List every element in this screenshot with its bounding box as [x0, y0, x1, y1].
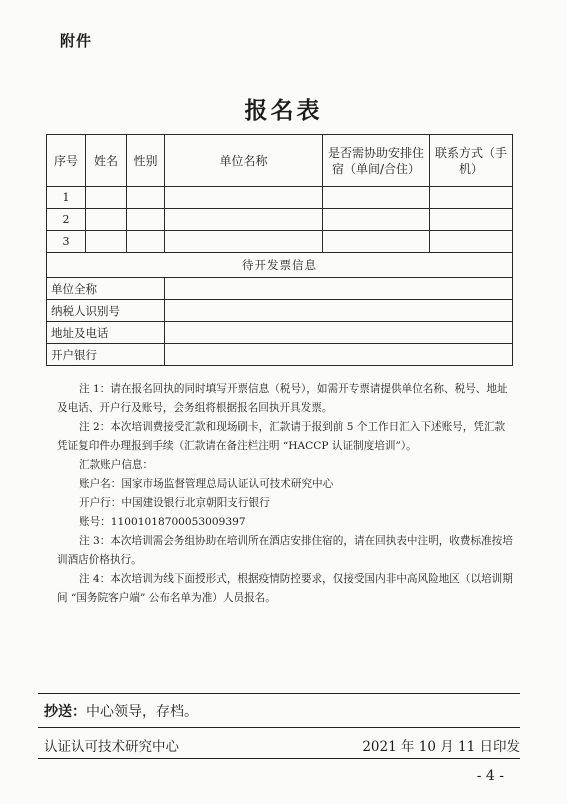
table-header-row	[47, 135, 513, 187]
account-name: 账户名：国家市场监督管理总局认证认可技术研究中心	[79, 478, 334, 490]
row-index: 2	[47, 209, 86, 231]
lodging-cell[interactable]	[323, 231, 430, 253]
table-row	[47, 187, 513, 209]
name-cell[interactable]	[86, 209, 127, 231]
table-row	[47, 231, 513, 253]
header-contact: 联系方式（手机）	[430, 135, 513, 187]
note-1: 注 1：请在报名回执的同时填写开票信息（税号），如需开专票请提供单位名称、税号、地址及电话、开户行及账号，会务组将根据报名回执开具发票。	[57, 383, 508, 414]
invoice-row	[47, 278, 513, 300]
note-3: 注 3：本次培训需会务组协助在培训所在酒店安排住宿的，请在回执表中注明，收费标准按培训酒店价格执行。	[57, 535, 513, 566]
invoice-field-label: 开户银行	[47, 344, 165, 366]
invoice-field-label: 单位全称	[47, 278, 165, 300]
gender-cell[interactable]	[127, 187, 165, 209]
invoice-row	[47, 344, 513, 366]
invoice-field-label: 纳税人识别号	[47, 300, 165, 322]
page-number: - 4 -	[476, 768, 504, 784]
name-cell[interactable]	[86, 231, 127, 253]
invoice-row	[47, 322, 513, 344]
lodging-cell[interactable]	[323, 187, 430, 209]
notes-section	[57, 380, 515, 608]
unit-cell[interactable]	[165, 187, 323, 209]
account-heading: 汇款账户信息：	[79, 459, 154, 471]
footer-divider-top	[38, 693, 520, 694]
cc-label: 抄送：	[44, 704, 86, 720]
row-index: 3	[47, 231, 86, 253]
header-lodging: 是否需协助安排住宿（单间/合住）	[323, 135, 430, 187]
unit-cell[interactable]	[165, 209, 323, 231]
invoice-section-title: 待开发票信息	[47, 253, 513, 278]
note-4: 注 4：本次培训为线下面授形式，根据疫情防控要求，仅接受国内非中高风险地区（以培训期间 “国务院客户端” 公布名单为准）人员报名。	[57, 573, 513, 604]
invoice-section-row	[47, 253, 513, 278]
account-number: 账号：11001018700053009397	[79, 516, 246, 528]
issuer: 认证认可技术研究中心	[44, 739, 179, 755]
cc-value: 中心领导，存档。	[86, 704, 198, 720]
registration-table	[46, 134, 513, 366]
header-unit: 单位名称	[165, 135, 323, 187]
lodging-cell[interactable]	[323, 209, 430, 231]
footer-divider-bottom	[38, 758, 520, 759]
row-index: 1	[47, 187, 86, 209]
invoice-field-value[interactable]	[165, 344, 513, 366]
account-bank: 开户行：中国建设银行北京朝阳支行银行	[79, 497, 270, 509]
header-gender: 性别	[127, 135, 165, 187]
invoice-field-label: 地址及电话	[47, 322, 165, 344]
table-row	[47, 209, 513, 231]
footer-divider-middle	[38, 727, 520, 728]
note-2: 注 2：本次培训费接受汇款和现场刷卡，汇款请于报到前 5 个工作日汇入下述账号，凭汇款凭证复印件办理报到手续（汇款请在备注栏注明 “HACCP 认证制度培训”）。	[57, 421, 506, 452]
cc-line	[44, 701, 198, 721]
invoice-row	[47, 300, 513, 322]
contact-cell[interactable]	[430, 187, 513, 209]
header-index: 序号	[47, 135, 86, 187]
contact-cell[interactable]	[430, 209, 513, 231]
gender-cell[interactable]	[127, 231, 165, 253]
gender-cell[interactable]	[127, 209, 165, 231]
contact-cell[interactable]	[430, 231, 513, 253]
issue-date: 2021 年 10 月 11 日印发	[362, 739, 520, 755]
name-cell[interactable]	[86, 187, 127, 209]
form-title: 报名表	[244, 97, 323, 124]
invoice-field-value[interactable]	[165, 300, 513, 322]
attachment-label: 附件	[60, 32, 93, 50]
unit-cell[interactable]	[165, 231, 323, 253]
header-name: 姓名	[86, 135, 127, 187]
invoice-field-value[interactable]	[165, 322, 513, 344]
invoice-field-value[interactable]	[165, 278, 513, 300]
